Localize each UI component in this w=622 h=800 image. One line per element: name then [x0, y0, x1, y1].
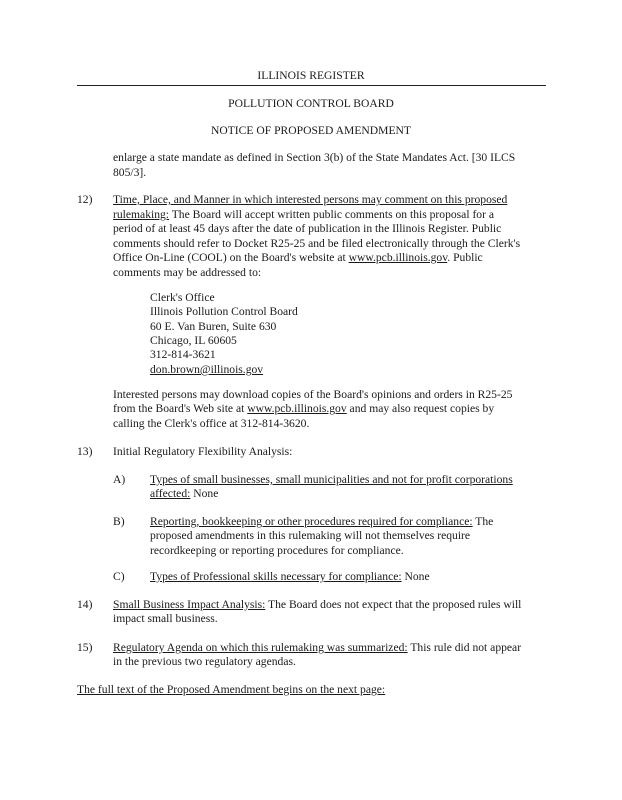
- sub-line: proposed amendments in this rulemaking will not themselves require: [150, 529, 471, 542]
- address-line: Clerk's Office: [150, 291, 215, 304]
- notice-title: NOTICE OF PROPOSED AMENDMENT: [210, 124, 411, 137]
- sub-line: [150, 487, 218, 501]
- address-line: 60 E. Van Buren, Suite 630: [150, 320, 277, 333]
- body-text: . Public: [447, 251, 483, 264]
- header-rule: [77, 85, 546, 86]
- intro-line: 805/3].: [113, 166, 147, 179]
- footer-text: The full text of the Proposed Amendment begins on the next page:: [77, 683, 386, 696]
- heading-text: Regulatory Agenda on which this rulemaking was summarized:: [113, 641, 408, 654]
- body-text: Office On-Line (COOL) on the Board's website at: [113, 251, 349, 264]
- sub-label: A): [113, 473, 126, 486]
- email-line: [150, 363, 263, 377]
- item12-line: [113, 208, 494, 222]
- item12-heading: [113, 193, 507, 207]
- sub-line: recordkeeping or reporting procedures for compliance.: [150, 544, 404, 557]
- footer-note: [77, 683, 385, 697]
- download-line: [113, 402, 494, 416]
- address-line: Illinois Pollution Control Board: [150, 305, 298, 318]
- sub-label: C): [113, 570, 125, 583]
- item12-line: period of at least 45 days after the date of publication in the Illinois Register. Public: [113, 222, 502, 235]
- item12-line: comments may be addressed to:: [113, 266, 262, 279]
- body-text: from the Board's Web site at: [113, 402, 248, 415]
- download-line: Interested persons may download copies of the Board's opinions and orders in R25-25: [113, 388, 513, 401]
- register-title: ILLINOIS REGISTER: [257, 69, 365, 82]
- website-link[interactable]: www.pcb.illinois.gov: [247, 402, 347, 415]
- sub-line: [150, 473, 513, 487]
- body-text: None: [401, 570, 430, 583]
- item14-line: [113, 598, 521, 612]
- download-line: calling the Clerk's office at 312-814-3620.: [113, 417, 310, 430]
- sub-line: [150, 515, 493, 529]
- item12-line: comments should refer to Docket R25-25 and be filed electronically through the Clerk's: [113, 237, 521, 250]
- website-link[interactable]: www.pcb.illinois.gov: [348, 251, 448, 264]
- body-text: The: [472, 515, 494, 528]
- address-line: 312-814-3621: [150, 348, 216, 361]
- body-text: None: [190, 487, 219, 500]
- heading-text: Reporting, bookkeeping or other procedures required for compliance:: [150, 515, 473, 528]
- item-number: 12): [77, 193, 93, 206]
- intro-line: enlarge a state mandate as defined in Section 3(b) of the State Mandates Act. [30 ILCS: [113, 151, 516, 164]
- body-text: The Board will accept written public comments on this proposal for a: [169, 208, 495, 221]
- item13-heading: Initial Regulatory Flexibility Analysis:: [113, 445, 293, 458]
- sub-label: B): [113, 515, 125, 528]
- body-text: The Board does not expect that the proposed rules will: [265, 598, 522, 611]
- item14-line: impact small business.: [113, 612, 218, 625]
- body-text: This rule did not appear: [407, 641, 522, 654]
- sub-line: [150, 570, 430, 584]
- item-number: 15): [77, 641, 93, 654]
- item-number: 14): [77, 598, 93, 611]
- item15-line: in the previous two regulatory agendas.: [113, 655, 296, 668]
- board-title: POLLUTION CONTROL BOARD: [228, 97, 394, 110]
- heading-text: rulemaking:: [113, 208, 170, 221]
- heading-text: affected:: [150, 487, 191, 500]
- heading-text: Types of Professional skills necessary for compliance:: [150, 570, 402, 583]
- item15-line: [113, 641, 521, 655]
- heading-text: Time, Place, and Manner in which interested persons may comment on this proposed: [113, 193, 508, 206]
- heading-text: Small Business Impact Analysis:: [113, 598, 266, 611]
- email-link[interactable]: don.brown@illinois.gov: [150, 363, 264, 376]
- body-text: and may also request copies by: [346, 402, 495, 415]
- item12-line: [113, 251, 483, 265]
- item-number: 13): [77, 445, 93, 458]
- address-line: Chicago, IL 60605: [150, 334, 237, 347]
- heading-text: Types of small businesses, small municipalities and not for profit corporations: [150, 473, 513, 486]
